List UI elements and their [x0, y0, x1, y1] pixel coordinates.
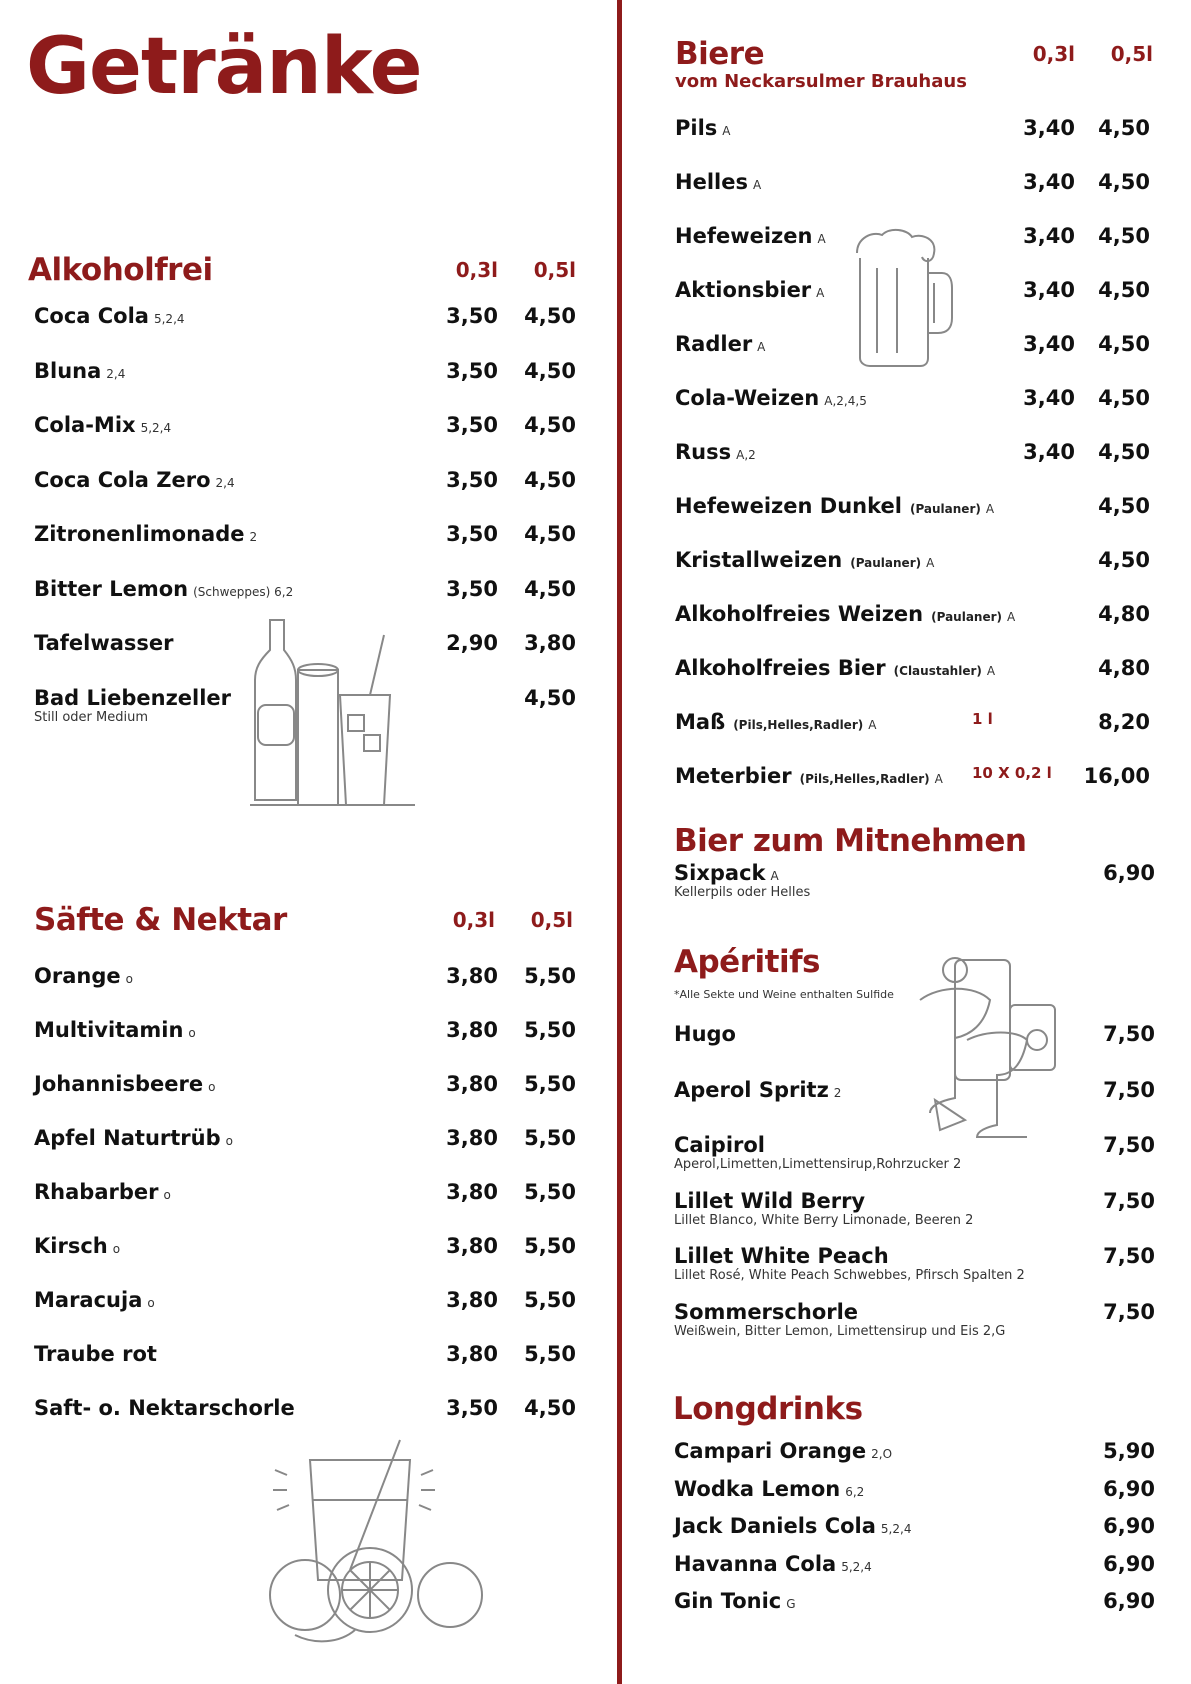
price-large: 4,50	[524, 358, 576, 383]
item-description: Lillet Rosé, White Peach Schwebbes, Pfirsch Spalten 2	[674, 1268, 1025, 1283]
item-name	[674, 1514, 911, 1538]
item-allergens: A,2	[736, 448, 756, 462]
item-volume: 10 X 0,2 l	[972, 764, 1052, 782]
price-large: 6,90	[1103, 1476, 1155, 1501]
price-large: 7,50	[1103, 1299, 1155, 1324]
item-name	[675, 710, 876, 734]
item-brand: (Pils,Helles,Radler)	[733, 718, 864, 732]
price-large: 4,50	[524, 413, 576, 437]
price-large: 3,80	[524, 631, 576, 655]
item-allergens: o	[125, 972, 133, 986]
item-volume: 1 l	[972, 710, 993, 728]
price-small: 3,80	[446, 1288, 498, 1312]
item-allergens: o	[112, 1242, 121, 1256]
item-name-text: Johannisbeere	[34, 1072, 204, 1096]
item-description: Weißwein, Bitter Lemon, Limettensirup und Eis 2,G	[674, 1323, 1006, 1339]
item-name	[34, 577, 293, 601]
item-allergens: A	[985, 502, 995, 516]
price-small: 3,40	[1023, 386, 1075, 410]
item-name	[34, 413, 171, 437]
item-name	[675, 764, 943, 788]
item-name-text: Gin Tonic	[674, 1589, 782, 1613]
menu-item-row	[34, 468, 1191, 498]
item-name	[34, 1396, 295, 1420]
item-name	[675, 494, 994, 518]
price-large: 7,50	[1103, 1188, 1155, 1213]
price-large: 16,00	[1083, 764, 1150, 788]
item-description: Kellerpils oder Helles	[674, 885, 811, 900]
item-allergens: o	[147, 1296, 155, 1310]
item-name-text: Maracuja	[34, 1288, 143, 1312]
column-header-small: 0,3l	[452, 908, 495, 932]
item-name	[674, 1244, 889, 1268]
item-name-text: Lillet Wild Berry	[674, 1188, 866, 1213]
item-name-text: Zitronenlimonade	[34, 522, 245, 546]
price-small: 3,80	[446, 1018, 498, 1042]
item-allergens: G	[786, 1597, 796, 1611]
price-large: 4,50	[1098, 170, 1150, 194]
item-name	[34, 1234, 120, 1258]
section-heading-saefte: Säfte & Nektar	[34, 902, 287, 938]
juice-oranges-illustration	[255, 1430, 495, 1650]
column-divider	[617, 0, 622, 1684]
item-name-text: Alkoholfreies Bier	[675, 656, 886, 680]
item-name-text: Coca Cola Zero	[34, 467, 211, 492]
price-large: 4,50	[524, 576, 576, 601]
item-name	[675, 602, 1015, 626]
item-name	[34, 1180, 171, 1204]
item-allergens: 5,2,4	[140, 421, 172, 435]
item-name-text: Aktionsbier	[675, 278, 812, 302]
price-large: 6,90	[1103, 1551, 1155, 1576]
menu-item-row	[34, 413, 1191, 443]
price-small: 3,50	[446, 467, 498, 492]
item-name	[675, 440, 756, 464]
item-name	[675, 224, 826, 248]
price-small: 3,50	[446, 413, 498, 437]
menu-item-row	[675, 116, 1191, 146]
item-name	[674, 1078, 841, 1102]
column-header-small: 0,3l	[1032, 42, 1075, 66]
item-name-text: Tafelwasser	[34, 631, 174, 655]
item-name	[674, 1133, 765, 1157]
menu-item-row	[34, 1396, 1191, 1426]
section-subheading-biere: vom Neckarsulmer Brauhaus	[675, 71, 967, 92]
item-name	[675, 278, 824, 302]
section-heading-aperitifs: Apéritifs	[674, 944, 821, 980]
menu-item-row	[675, 764, 1191, 794]
price-large: 7,50	[1103, 1022, 1155, 1046]
item-name	[34, 631, 174, 655]
price-small: 3,50	[446, 576, 498, 601]
item-name-text: Hefeweizen Dunkel	[675, 494, 902, 518]
item-name	[674, 1589, 796, 1613]
item-name-text: Jack Daniels Cola	[674, 1514, 876, 1538]
price-large: 5,50	[524, 964, 576, 988]
item-name	[674, 1477, 864, 1501]
column-header-large: 0,5l	[533, 258, 576, 282]
item-name-text: Apfel Naturtrüb	[34, 1126, 221, 1150]
item-name-text: Helles	[675, 170, 748, 194]
item-name-text: Cola-Weizen	[675, 386, 820, 410]
price-small: 3,80	[446, 1180, 498, 1204]
item-allergens: o	[163, 1188, 171, 1202]
price-small: 3,40	[1023, 278, 1075, 302]
item-allergens: o	[208, 1080, 216, 1094]
price-large: 5,50	[524, 1180, 576, 1204]
item-allergens: 5,2,4	[153, 312, 185, 326]
price-large: 5,50	[524, 1018, 576, 1042]
item-allergens: A	[934, 772, 943, 786]
item-allergens: 6,2	[845, 1484, 865, 1499]
menu-item-row	[674, 1589, 1191, 1619]
item-name-text: Maß	[675, 710, 726, 734]
menu-item-row	[34, 304, 1191, 334]
item-allergens: 5,2,4	[880, 1522, 912, 1536]
item-name-text: Hugo	[674, 1022, 736, 1046]
item-name-text: Radler	[675, 332, 753, 356]
item-brand: (Paulaner)	[909, 502, 981, 516]
menu-item-row	[674, 1188, 1191, 1228]
item-brand: (Paulaner)	[850, 556, 922, 570]
item-name	[675, 116, 731, 140]
item-name-text: Caipirol	[674, 1133, 765, 1157]
item-name	[675, 386, 867, 410]
price-large: 4,50	[524, 1396, 576, 1420]
price-small: 3,80	[446, 964, 498, 988]
item-allergens: A	[816, 286, 825, 300]
item-name	[34, 1018, 196, 1042]
item-name	[34, 1072, 215, 1096]
price-small: 2,90	[446, 631, 498, 655]
beer-mug-illustration	[852, 228, 957, 368]
item-allergens: A	[1007, 610, 1016, 624]
menu-item-row	[674, 1477, 1191, 1507]
menu-item-row	[675, 170, 1191, 200]
item-name-text: Kristallweizen	[675, 548, 843, 572]
menu-item-row	[675, 710, 1191, 740]
item-name-text: Orange	[34, 964, 121, 988]
item-name-text: Sommerschorle	[674, 1299, 859, 1324]
item-name	[674, 1189, 865, 1213]
price-small: 3,80	[446, 1072, 498, 1096]
column-header-large: 0,5l	[1110, 42, 1153, 66]
section-heading-alkoholfrei: Alkoholfrei	[28, 252, 213, 288]
menu-item-row	[674, 1244, 1191, 1283]
menu-item-row	[675, 386, 1191, 416]
price-small: 3,50	[446, 358, 498, 383]
item-name-text: Multivitamin	[34, 1018, 184, 1042]
bottle-can-glass-illustration	[250, 615, 415, 810]
item-name-text: Saft- o. Nektarschorle	[34, 1396, 295, 1420]
item-allergens: A	[752, 178, 762, 192]
item-name	[34, 468, 235, 492]
item-name	[674, 1439, 892, 1463]
item-name	[34, 1126, 233, 1150]
item-allergens: 2	[833, 1085, 842, 1100]
item-brand: (Paulaner)	[931, 610, 1003, 624]
price-small: 3,80	[446, 1234, 498, 1258]
item-brand: (Claustahler)	[893, 664, 982, 678]
price-large: 4,50	[524, 522, 576, 546]
menu-item-row	[675, 548, 1191, 578]
price-small: 3,50	[446, 1396, 498, 1420]
menu-item-row	[674, 861, 1191, 900]
price-large: 4,50	[524, 304, 576, 328]
sulfide-note: *Alle Sekte und Weine enthalten Sulfide	[674, 988, 894, 1001]
price-large: 4,80	[1098, 602, 1150, 626]
price-large: 5,50	[524, 1288, 576, 1312]
item-name	[675, 656, 995, 680]
item-name	[34, 304, 185, 328]
item-name-text: Aperol Spritz	[674, 1077, 829, 1102]
item-name-text: Havanna Cola	[674, 1551, 837, 1576]
item-allergens: A	[817, 232, 826, 246]
price-small: 3,40	[1023, 170, 1075, 194]
item-name-text: Sixpack	[674, 861, 766, 885]
price-large: 7,50	[1103, 1077, 1155, 1102]
item-allergens: 2,4	[215, 475, 235, 490]
price-large: 5,50	[524, 1342, 576, 1366]
price-large: 8,20	[1098, 710, 1150, 734]
price-small: 3,40	[1023, 224, 1075, 248]
item-name-text: Traube rot	[34, 1342, 157, 1366]
item-name-text: Alkoholfreies Weizen	[675, 602, 924, 626]
price-large: 4,50	[1098, 224, 1150, 248]
item-allergens: A	[868, 718, 877, 732]
item-name	[34, 522, 257, 546]
item-name	[34, 686, 231, 710]
item-allergens: A	[770, 869, 779, 883]
item-name	[675, 170, 761, 194]
item-name-text: Coca Cola	[34, 304, 149, 328]
item-allergens: A	[757, 340, 766, 354]
column-header-small: 0,3l	[455, 258, 498, 282]
price-large: 6,90	[1103, 861, 1155, 885]
price-small: 3,50	[446, 304, 498, 328]
price-large: 7,50	[1103, 1244, 1155, 1268]
item-name-text: Hefeweizen	[675, 224, 813, 248]
item-name-text: Meterbier	[675, 764, 792, 788]
item-allergens: A,2,4,5	[824, 394, 867, 408]
price-large: 5,50	[524, 1234, 576, 1258]
price-large: 4,50	[1098, 386, 1150, 410]
price-large: 4,50	[1098, 440, 1150, 464]
item-name-text: Kirsch	[34, 1234, 108, 1258]
section-heading-longdrinks: Longdrinks	[673, 1391, 863, 1427]
item-name	[34, 964, 133, 988]
item-allergens: A	[722, 124, 731, 138]
price-small: 3,50	[446, 522, 498, 546]
item-name-text: Campari Orange	[674, 1439, 867, 1463]
item-allergens: 2	[249, 530, 258, 544]
item-name	[34, 1342, 157, 1366]
item-allergens: 2,4	[106, 366, 126, 381]
price-large: 4,50	[1098, 332, 1150, 356]
cocktail-glasses-illustration	[915, 950, 1065, 1150]
item-allergens: o	[188, 1026, 196, 1040]
price-large: 5,50	[524, 1126, 576, 1150]
item-allergens: A	[986, 664, 996, 678]
price-large: 5,50	[524, 1072, 576, 1096]
price-small: 3,80	[446, 1342, 498, 1366]
menu-item-row	[675, 602, 1191, 632]
menu-item-row	[675, 440, 1191, 470]
price-large: 6,90	[1103, 1589, 1155, 1613]
menu-item-row	[674, 1514, 1191, 1544]
menu-item-row	[674, 1299, 1191, 1339]
menu-item-row	[34, 359, 1191, 389]
item-name-text: Bad Liebenzeller	[34, 685, 232, 710]
item-description: Aperol,Limetten,Limettensirup,Rohrzucker 2	[674, 1157, 962, 1172]
item-name	[674, 1022, 736, 1046]
menu-item-row	[675, 494, 1191, 524]
price-small: 3,40	[1023, 332, 1075, 356]
item-brand: (Pils,Helles,Radler)	[799, 772, 930, 786]
menu-item-row	[34, 1342, 1191, 1372]
item-name-text: Lillet White Peach	[674, 1244, 889, 1268]
item-name-text: Wodka Lemon	[674, 1476, 841, 1501]
menu-item-row	[674, 1439, 1191, 1469]
item-name	[34, 359, 125, 383]
item-allergens: A	[926, 556, 935, 570]
price-large: 4,50	[1098, 494, 1150, 518]
item-name-text: Russ	[675, 440, 732, 464]
item-name	[675, 332, 765, 356]
item-name-text: Bitter Lemon	[34, 576, 189, 601]
item-name-text: Pils	[675, 116, 718, 140]
item-description: Lillet Blanco, White Berry Limonade, Beeren 2	[674, 1212, 974, 1228]
price-large: 6,90	[1103, 1514, 1155, 1538]
price-large: 4,50	[1098, 548, 1150, 572]
item-allergens: (Schweppes) 6,2	[193, 584, 294, 599]
price-large: 4,50	[1098, 116, 1150, 140]
item-allergens: 2,O	[871, 1447, 893, 1461]
column-header-large: 0,5l	[530, 908, 573, 932]
price-large: 4,50	[1098, 278, 1150, 302]
price-small: 3,40	[1023, 440, 1075, 464]
section-heading-biere: Biere	[675, 36, 765, 72]
item-name-text: Bluna	[34, 358, 102, 383]
price-large: 4,80	[1098, 656, 1150, 680]
price-large: 4,50	[524, 685, 576, 710]
item-description: Still oder Medium	[34, 709, 148, 725]
price-large: 7,50	[1103, 1133, 1155, 1157]
item-allergens: 5,2,4	[841, 1559, 872, 1574]
page-title: Getränke	[26, 22, 422, 112]
item-name	[674, 1300, 858, 1324]
item-name	[674, 861, 779, 885]
item-name-text: Cola-Mix	[34, 413, 136, 437]
price-small: 3,40	[1023, 116, 1075, 140]
item-name	[675, 548, 934, 572]
price-small: 3,80	[446, 1126, 498, 1150]
price-large: 5,90	[1103, 1439, 1155, 1463]
price-large: 4,50	[524, 467, 576, 492]
item-name-text: Rhabarber	[34, 1180, 159, 1204]
menu-item-row	[675, 656, 1191, 686]
item-name	[34, 1288, 155, 1312]
item-name	[674, 1552, 872, 1576]
item-allergens: o	[225, 1134, 233, 1148]
section-heading-mitnehmen: Bier zum Mitnehmen	[674, 823, 1027, 859]
menu-item-row	[674, 1552, 1191, 1582]
